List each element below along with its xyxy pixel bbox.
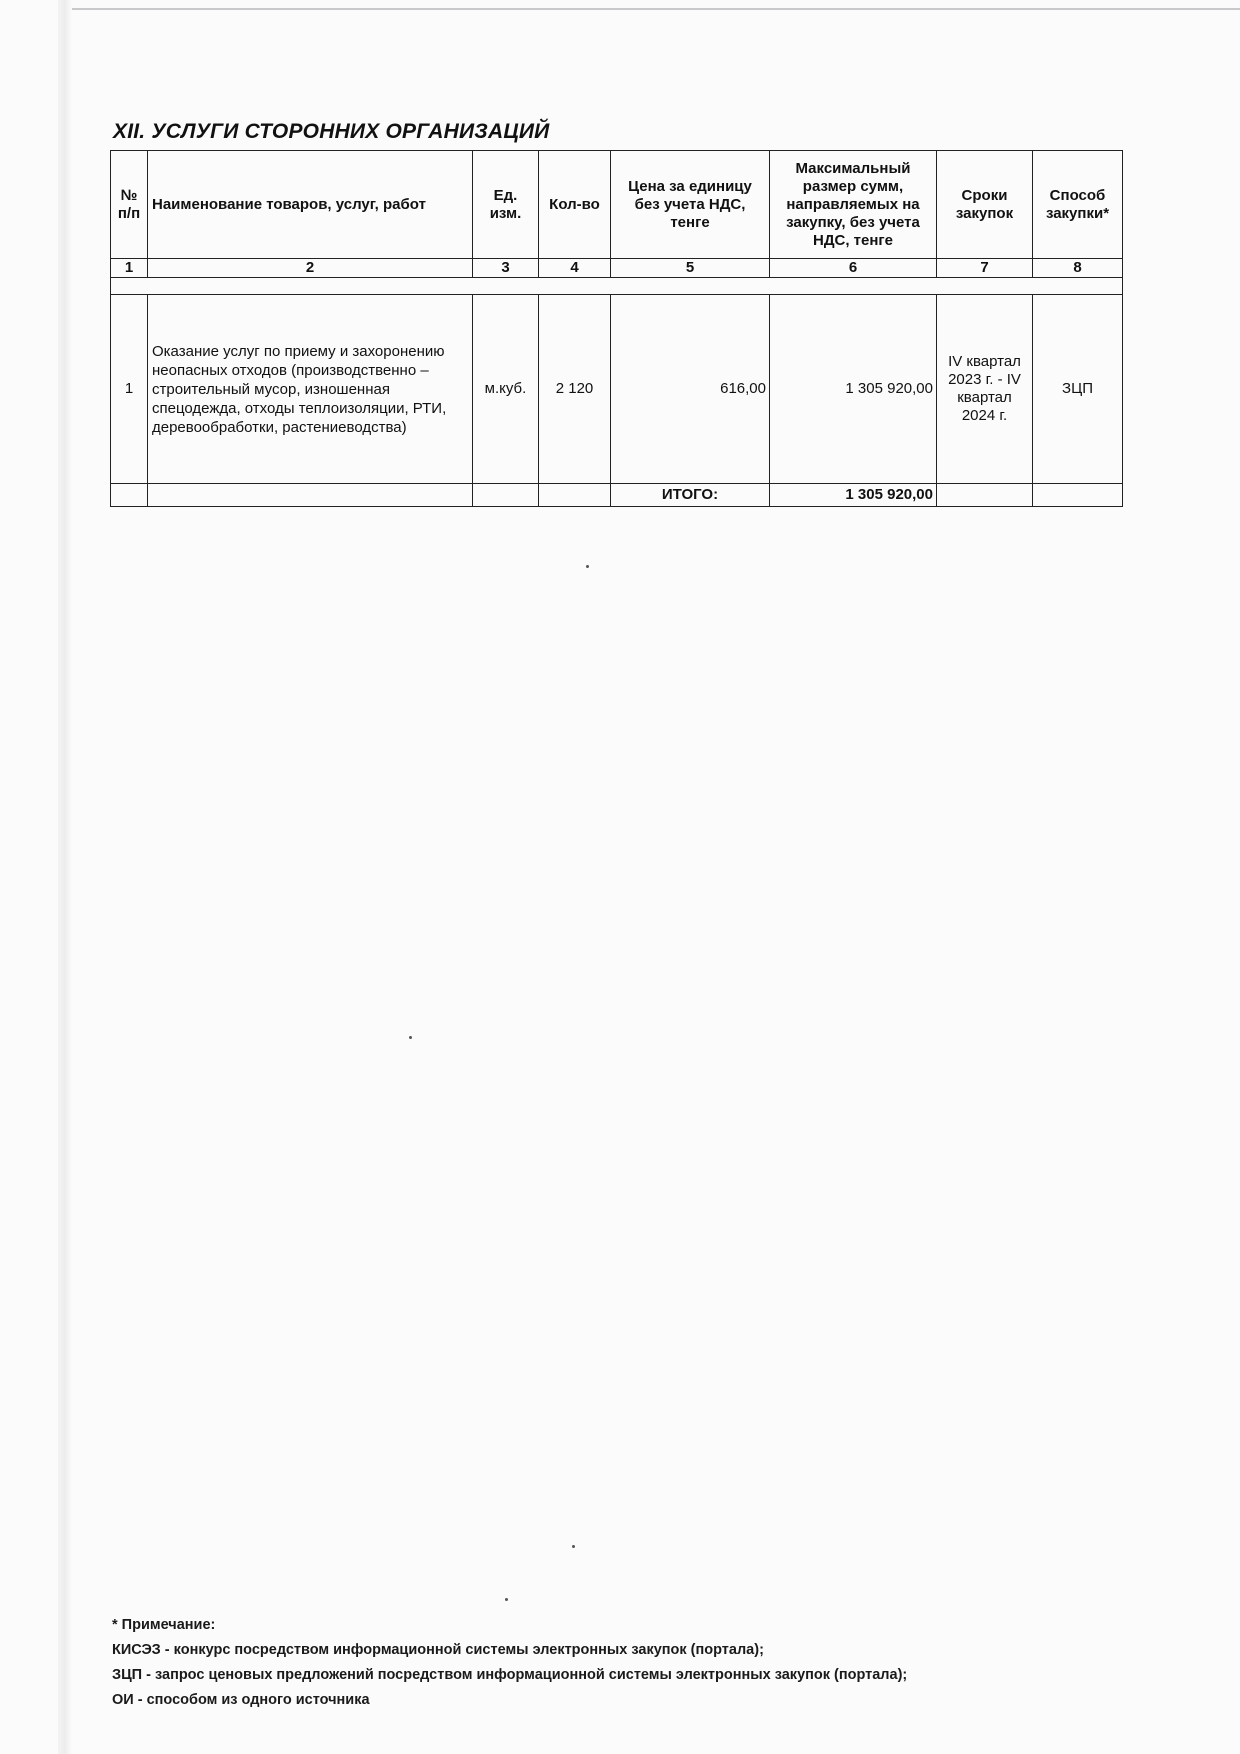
row-price: 616,00 — [611, 295, 770, 484]
footnote-line: ЗЦП - запрос ценовых предложений посредством информационной системы электронных закупок (портала); — [112, 1667, 908, 1683]
row-period: IV квартал 2023 г. - IV квартал 2024 г. — [937, 295, 1033, 484]
column-number: 4 — [539, 259, 611, 278]
scan-speck — [586, 565, 589, 568]
spacer-cell — [111, 278, 1123, 295]
spacer-row — [111, 278, 1123, 295]
scan-speck — [505, 1598, 508, 1601]
row-method: ЗЦП — [1033, 295, 1123, 484]
total-empty-cell — [111, 484, 148, 507]
scan-page-fold — [58, 0, 72, 1754]
header-qty: Кол-во — [539, 151, 611, 259]
row-qty: 2 120 — [539, 295, 611, 484]
total-empty-cell — [539, 484, 611, 507]
header-max-amount: Максимальный размер сумм, направляемых на закупку, без учета НДС, тенге — [770, 151, 937, 259]
column-number: 6 — [770, 259, 937, 278]
scan-top-edge — [72, 8, 1240, 10]
header-name: Наименование товаров, услуг, работ — [148, 151, 473, 259]
column-number: 7 — [937, 259, 1033, 278]
total-empty-cell — [937, 484, 1033, 507]
scan-speck — [409, 1036, 412, 1039]
column-number: 1 — [111, 259, 148, 278]
total-empty-cell — [148, 484, 473, 507]
footnote — [112, 1613, 907, 1713]
total-empty-cell — [1033, 484, 1123, 507]
row-num: 1 — [111, 295, 148, 484]
row-name: Оказание услуг по приему и захоронению неопасных отходов (производственно – строительный мусор, изношенная спецодежда, отходы теплоизоляции, РТИ, деревообработки, растениеводства) — [148, 295, 473, 484]
header-unit: Ед. изм. — [473, 151, 539, 259]
total-row — [111, 484, 1123, 507]
total-value: 1 305 920,00 — [770, 484, 937, 507]
row-unit: м.куб. — [473, 295, 539, 484]
column-number-row — [111, 259, 1123, 278]
row-max-amount: 1 305 920,00 — [770, 295, 937, 484]
header-period: Сроки закупок — [937, 151, 1033, 259]
column-number: 3 — [473, 259, 539, 278]
header-num: № п/п — [111, 151, 148, 259]
procurement-table — [110, 150, 1123, 507]
table-row — [111, 295, 1123, 484]
table-header-row — [111, 151, 1123, 259]
scan-speck — [572, 1545, 575, 1548]
column-number: 5 — [611, 259, 770, 278]
header-price: Цена за единицу без учета НДС, тенге — [611, 151, 770, 259]
header-method: Способ закупки* — [1033, 151, 1123, 259]
section-title: XII. УСЛУГИ СТОРОННИХ ОРГАНИЗАЦИЙ — [113, 120, 550, 143]
total-empty-cell — [473, 484, 539, 507]
footnote-line: КИСЭЗ - конкурс посредством информационной системы электронных закупок (портала); — [112, 1642, 764, 1658]
total-label: ИТОГО: — [611, 484, 770, 507]
column-number: 8 — [1033, 259, 1123, 278]
column-number: 2 — [148, 259, 473, 278]
footnote-title: * Примечание: — [112, 1617, 216, 1633]
footnote-line: ОИ - способом из одного источника — [112, 1692, 370, 1708]
